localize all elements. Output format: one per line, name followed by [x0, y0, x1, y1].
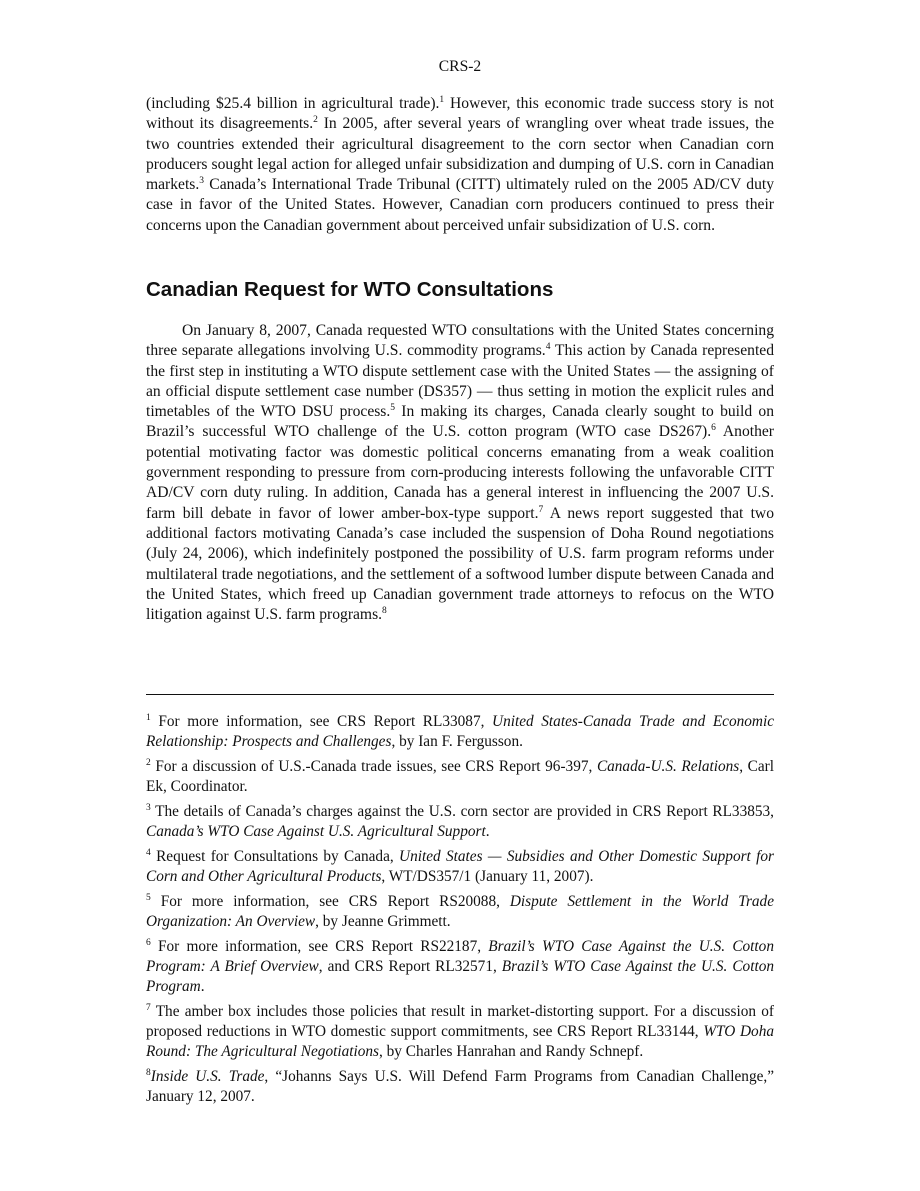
- body-paragraph-1: [146, 94, 774, 236]
- footnote-5: [146, 892, 774, 932]
- footnote-number: 1: [146, 713, 151, 723]
- report-title: United States-Canada Trade and Economic Relationship: Prospects and Challenges: [146, 713, 774, 750]
- text-run: .: [200, 978, 205, 995]
- text-run: For a discussion of U.S.-Canada trade issues, see CRS Report 96-397,: [150, 758, 597, 775]
- text-run: , by Ian F. Fergusson.: [391, 733, 523, 750]
- footnote-number: 2: [146, 758, 151, 768]
- text-run: Canada’s International Trade Tribunal (CITT) ultimately ruled on the 2005 AD/CV duty case in favor of the United States. However, Canadian corn producers continued to press their concerns upon the Canadian government about perceived unfair subsidization of U.S. corn.: [146, 176, 774, 234]
- footnote-2: [146, 757, 774, 797]
- text-run: Another potential motivating factor was domestic political concerns emanating from a weak coalition government responding to pressure from corn-producing interests following the unfavorable CITT AD/CV corn duty ruling. In addition, Canada has a general interest in influencing the 2007 U.S. farm bill debate in favor of lower amber-box-type support.: [146, 423, 774, 522]
- page-number: CRS-2: [438, 58, 482, 75]
- report-title: Brazil’s WTO Case Against the U.S. Cotton Program: A Brief Overview: [146, 938, 774, 975]
- footnote-number: 7: [146, 1003, 151, 1013]
- text-run: (including $25.4 billion in agricultural trade).: [146, 95, 440, 112]
- text-run: For more information, see CRS Report RS22187,: [150, 938, 489, 955]
- footnote-6: [146, 937, 774, 997]
- text-run: , by Charles Hanrahan and Randy Schnepf.: [379, 1043, 644, 1060]
- text-run: Request for Consultations by Canada,: [150, 848, 400, 865]
- section-heading: Canadian Request for WTO Consultations: [146, 278, 554, 301]
- report-title: Canada-U.S. Relations: [596, 758, 740, 775]
- text-run: The amber box includes those policies that result in market-distorting support. For a discussion of proposed reductions in WTO domestic support commitments, see CRS Report RL33144,: [146, 1003, 774, 1040]
- footnote-ref-7[interactable]: 7: [538, 504, 544, 515]
- footnote-8: [146, 1067, 774, 1107]
- text-run: In 2005, after several years of wrangling over wheat trade issues, the two countries extended their agricultural disagreement to the corn sector when Canadian corn producers sought legal action for alleged unfair subsidization and dumping of U.S. corn in Canadian markets.: [146, 115, 774, 194]
- footnote-number: 3: [146, 803, 151, 813]
- footnote-1: [146, 712, 774, 752]
- footnote-ref-1[interactable]: 1: [439, 95, 445, 105]
- footnote-number: 5: [146, 893, 151, 903]
- text-run: A news report suggested that two additional factors motivating Canada’s case included the suspension of Doha Round negotiations (July 24, 2006), which indefinitely postponed the possibility of U.S. farm program reforms under multilateral trade negotiations, and the settlement of a softwood lumber dispute between Canada and the United States, which freed up Canadian government trade attorneys to refocus on the WTO litigation against U.S. farm programs.: [146, 504, 774, 624]
- text-run: , Carl Ek, Coordinator.: [146, 758, 774, 795]
- text-run: For more information, see CRS Report RL33087,: [150, 713, 493, 730]
- footnote-number: 8: [146, 1068, 151, 1078]
- footnote-3: [146, 802, 774, 842]
- text-run: , “Johanns Says U.S. Will Defend Farm Programs from Canadian Challenge,” January 12, 2007.: [146, 1068, 774, 1105]
- footnotes: [146, 712, 774, 1112]
- footnote-ref-3[interactable]: 3: [199, 176, 205, 187]
- footnote-number: 4: [146, 848, 151, 858]
- text-run: This action by Canada represented the first step in instituting a WTO dispute settlement case with the United States — the assigning of an official dispute settlement case number (DS357) — thus setting in motion the explicit rules and timetables of the WTO DSU process.: [146, 342, 774, 421]
- text-run: , by Jeanne Grimmett.: [315, 913, 451, 930]
- report-title: Brazil’s WTO Case Against the U.S. Cotton Program: [146, 958, 774, 995]
- text-run: However, this economic trade success story is not without its disagreements.: [146, 95, 774, 133]
- report-title: WTO Doha Round: The Agricultural Negotiations: [146, 1023, 774, 1060]
- footnote-ref-8[interactable]: 8: [382, 606, 387, 617]
- body-paragraph-2: [146, 321, 774, 625]
- text-run: The details of Canada’s charges against the U.S. corn sector are provided in CRS Report RL33853,: [150, 803, 774, 820]
- text-run: For more information, see CRS Report RS20088,: [150, 893, 510, 910]
- publication-title: Inside U.S. Trade: [150, 1068, 265, 1085]
- text-run: .: [485, 823, 490, 840]
- footnote-divider: [146, 694, 774, 695]
- footnote-ref-5[interactable]: 5: [390, 403, 396, 414]
- footnote-ref-2[interactable]: 2: [313, 115, 318, 126]
- text-run: , and CRS Report RL32571,: [318, 958, 502, 975]
- footnote-ref-4[interactable]: 4: [545, 342, 551, 353]
- footnote-number: 6: [146, 938, 151, 948]
- footnote-ref-6[interactable]: 6: [711, 423, 716, 434]
- report-title: United States — Subsidies and Other Domestic Support for Corn and Other Agricultural Products: [146, 848, 774, 885]
- text-run: On January 8, 2007, Canada requested WTO consultations with the United States concerning three separate allegations involving U.S. commodity programs.: [146, 322, 774, 360]
- report-title: Canada’s WTO Case Against U.S. Agricultural Support: [146, 823, 486, 840]
- text-run: , WT/DS357/1 (January 11, 2007).: [381, 868, 594, 885]
- footnote-4: [146, 847, 774, 887]
- report-title: Dispute Settlement in the World Trade Organization: An Overview: [146, 893, 774, 930]
- text-run: In making its charges, Canada clearly sought to build on Brazil’s successful WTO challenge of the U.S. cotton program (WTO case DS267).: [146, 403, 774, 441]
- footnote-7: [146, 1002, 774, 1062]
